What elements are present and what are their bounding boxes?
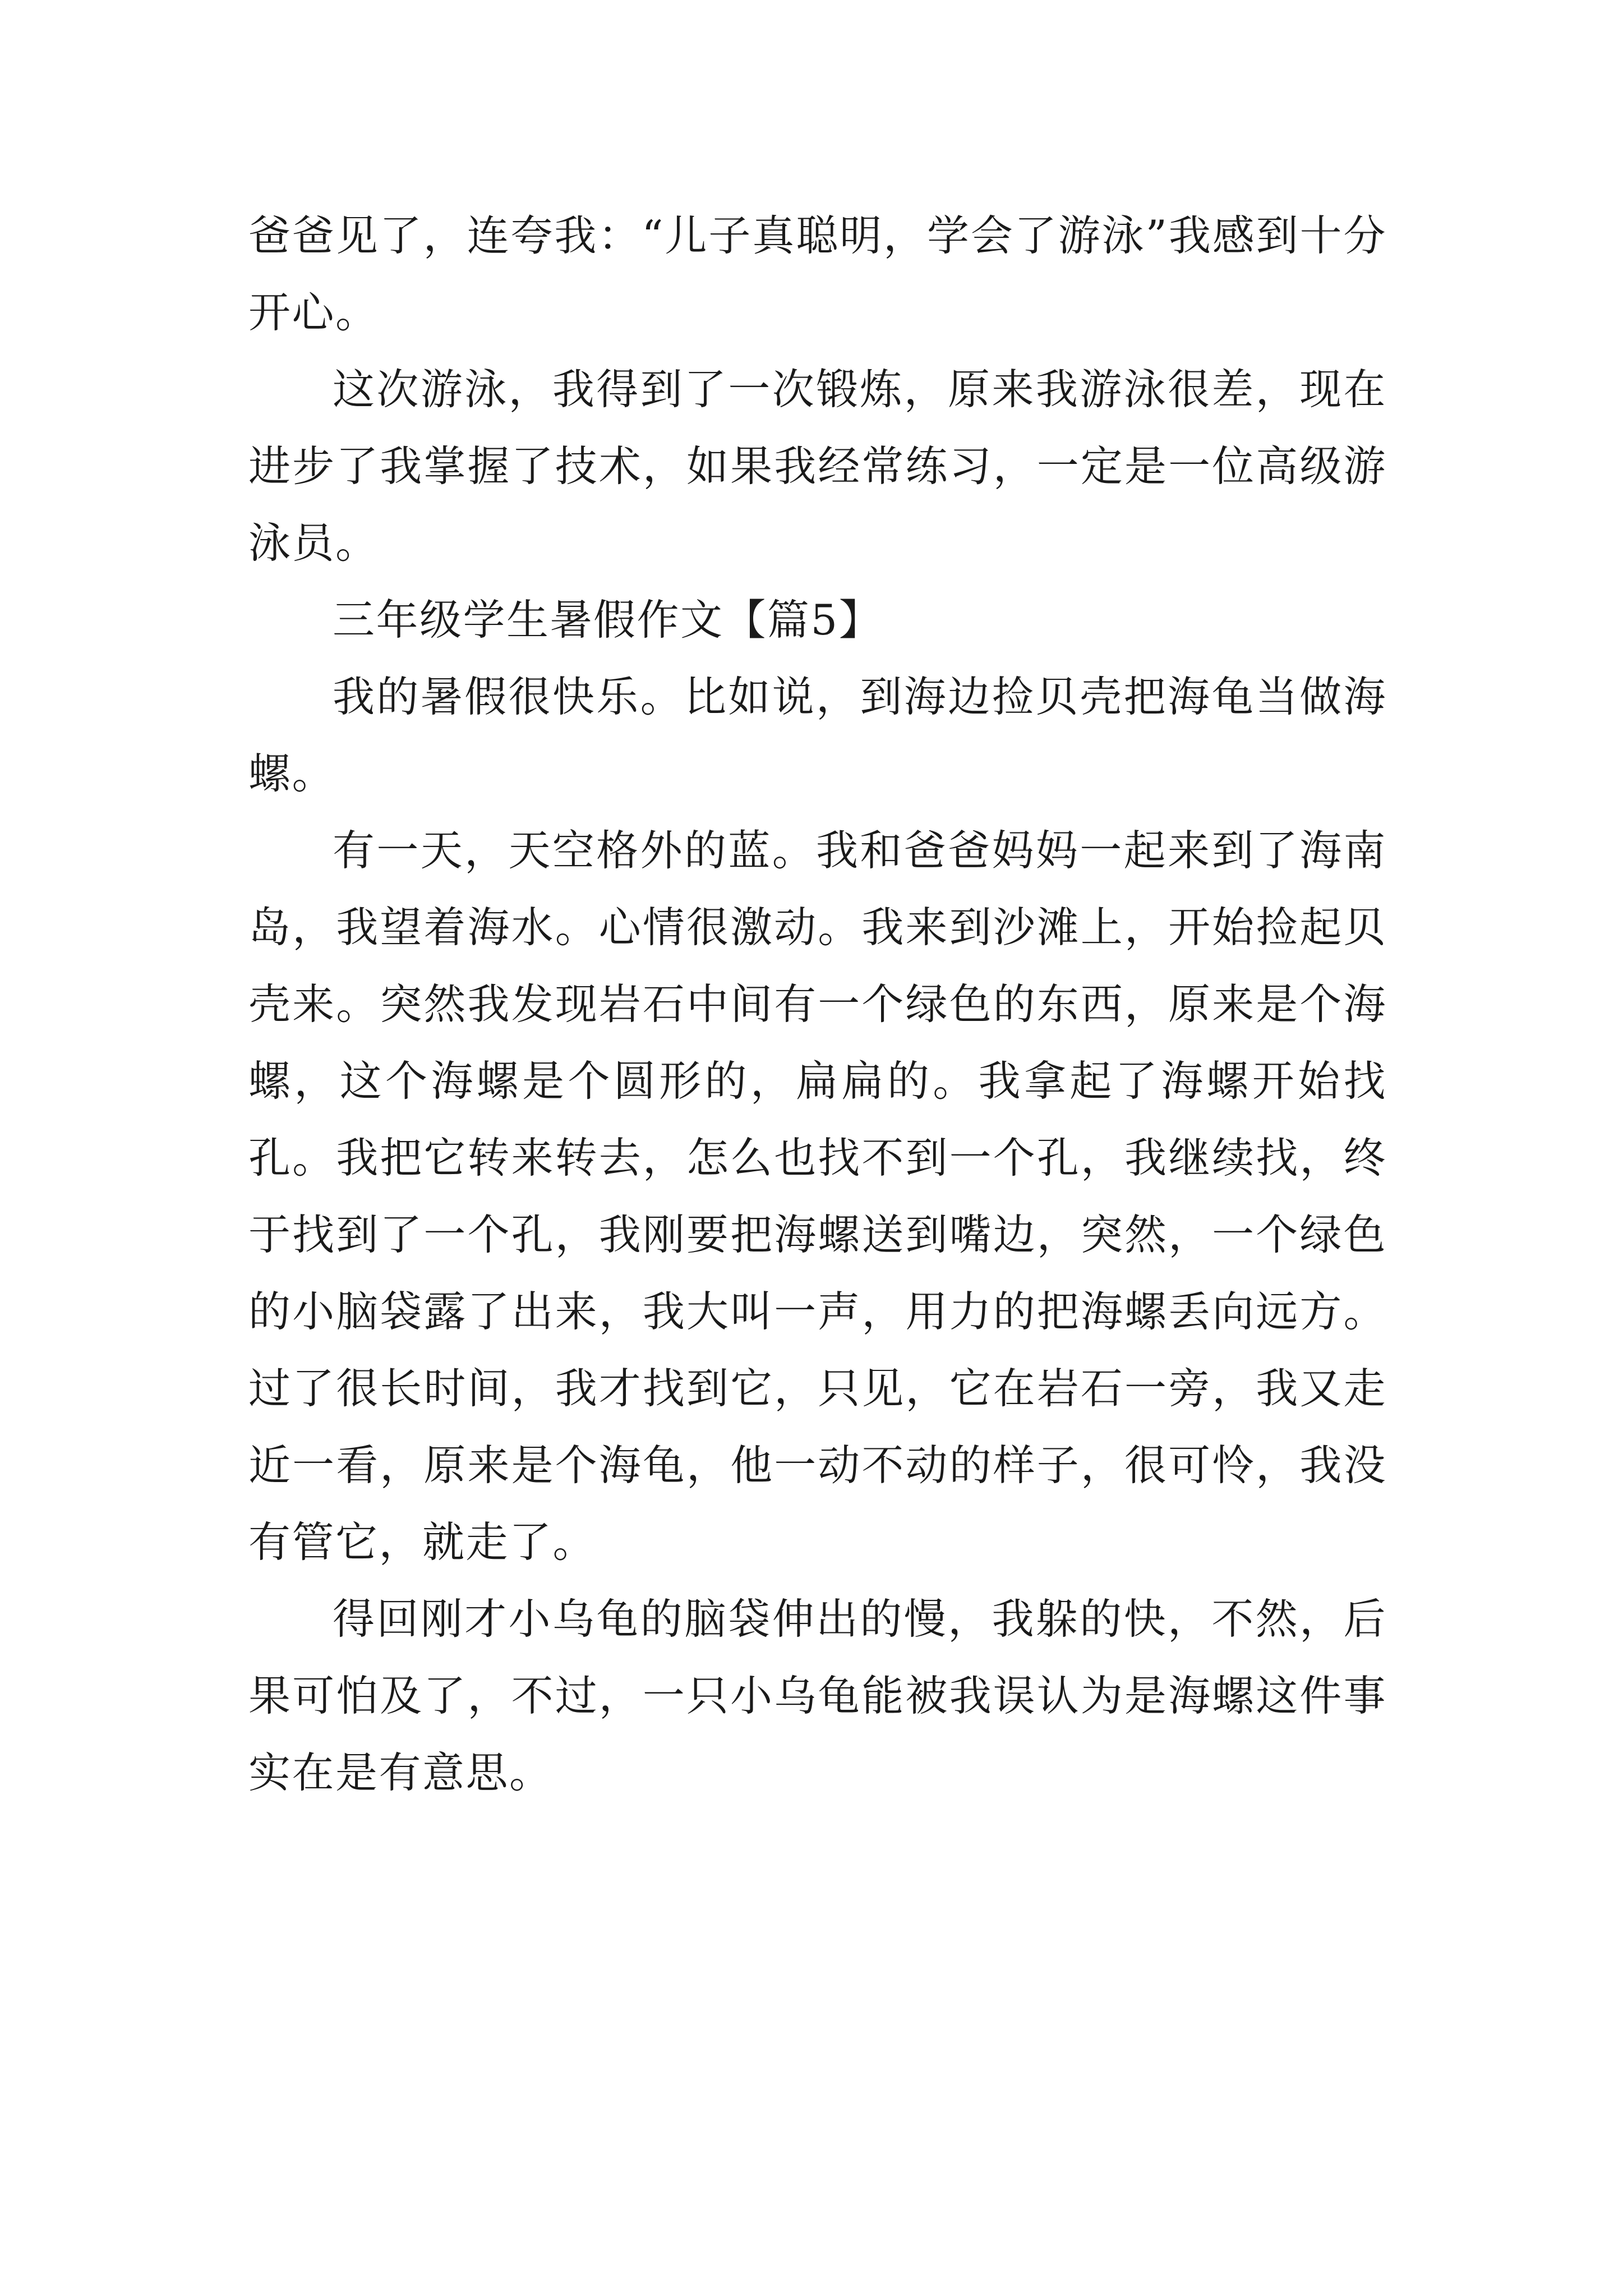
- paragraph-conclusion: 得回刚才小乌龟的脑袋伸出的慢，我躲的快，不然，后果可怕及了，不过，一只小乌龟能被我误认为是海螺这件事实在是有意思。: [248, 1594, 1387, 1797]
- essay-heading: 三年级学生暑假作文【篇5】: [333, 595, 883, 645]
- paragraph-swimming-reflection: 这次游泳，我得到了一次锻炼，原来我游泳很差，现在进步了我掌握了技术，如果我经常练习，一定是一位高级游泳员。: [248, 365, 1387, 568]
- document-body: [248, 197, 1387, 1811]
- paragraph-intro: 我的暑假很快乐。比如说，到海边捡贝壳把海龟当做海螺。: [248, 672, 1387, 798]
- paragraph-continued: 爸爸见了，连夸我：“儿子真聪明，学会了游泳”我感到十分开心。: [248, 211, 1387, 337]
- paragraph-story: 有一天，天空格外的蓝。我和爸爸妈妈一起来到了海南岛，我望着海水。心情很激动。我来到沙滩上，开始捡起贝壳来。突然我发现岩石中间有一个绿色的东西，原来是个海螺，这个海螺是个圆形的，扁扁的。我拿起了海螺开始找孔。我把它转来转去，怎么也找不到一个孔，我继续找，终于找到了一个孔，我刚要把海螺送到嘴边，突然，一个绿色的小脑袋露了出来，我大叫一声，用力的把海螺丢向远方。过了很长时间，我才找到它，只见，它在岩石一旁，我又走近一看，原来是个海龟，他一动不动的样子，很可怜，我没有管它，就走了。: [248, 826, 1387, 1567]
